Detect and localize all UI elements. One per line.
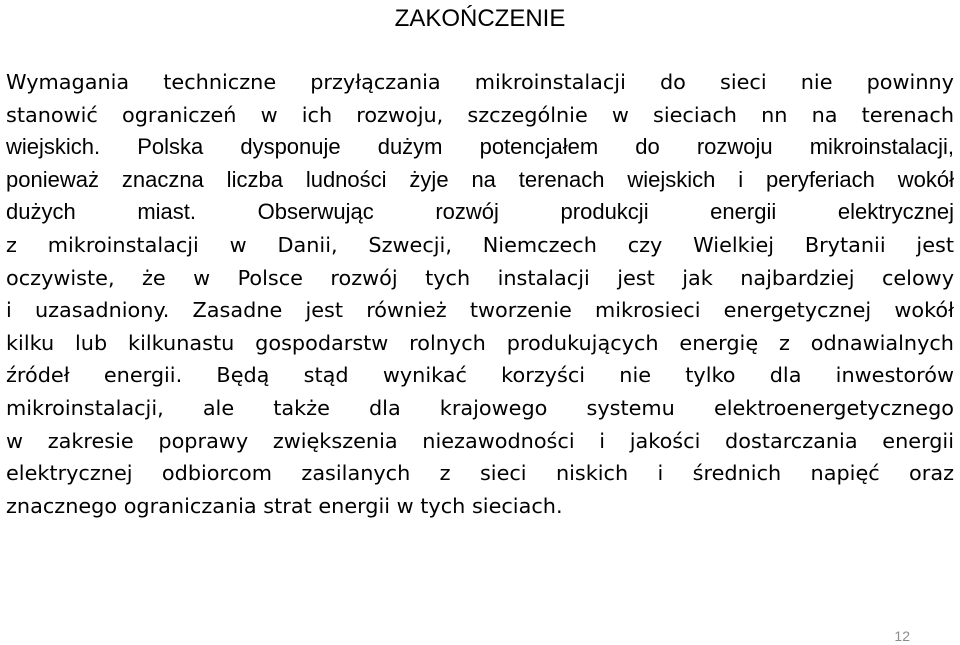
paragraph-line: z mikroinstalacji w Danii, Szwecji, Niemczech czy Wielkiej Brytanii jest [6,232,954,257]
paragraph-line: mikroinstalacji, ale także dla krajowego systemu elektroenergetycznego [6,395,954,420]
paragraph-line: wiejskich. Polska dysponuje dużym potencjałem do rozwoju mikroinstalacji, [6,134,954,160]
paragraph-line: ponieważ znaczna liczba ludności żyje na terenach wiejskich i peryferiach wokół [6,166,954,192]
paragraph-line: kilku lub kilkunastu gospodarstw rolnych produkujących energię z odnawialnych [6,330,954,355]
paragraph-line: źródeł energii. Będą stąd wynikać korzyści nie tylko dla inwestorów [6,363,954,388]
paragraph-line: elektrycznej odbiorcom zasilanych z sieci niskich i średnich napięć oraz [6,461,954,486]
paragraph-line: w zakresie poprawy zwiększenia niezawodności i jakości dostarczania energii [6,428,954,453]
paragraph-line: znacznego ograniczania strat energii w tych sieciach. [6,493,563,518]
page-title: ZAKOŃCZENIE [394,5,566,32]
paragraph-line: dużych miast. Obserwując rozwój produkcji energii elektrycznej [6,199,954,225]
body-paragraph [6,66,954,522]
paragraph-line: stanowić ograniczeń w ich rozwoju, szczególnie w sieciach nn na terenach [6,102,954,127]
paragraph-line: i uzasadniony. Zasadne jest również tworzenie mikrosieci energetycznej wokół [6,298,954,323]
paragraph-line: Wymagania techniczne przyłączania mikroinstalacji do sieci nie powinny [6,70,954,94]
page-number: 12 [894,628,910,644]
paragraph-line: oczywiste, że w Polsce rozwój tych instalacji jest jak najbardziej celowy [6,265,954,290]
